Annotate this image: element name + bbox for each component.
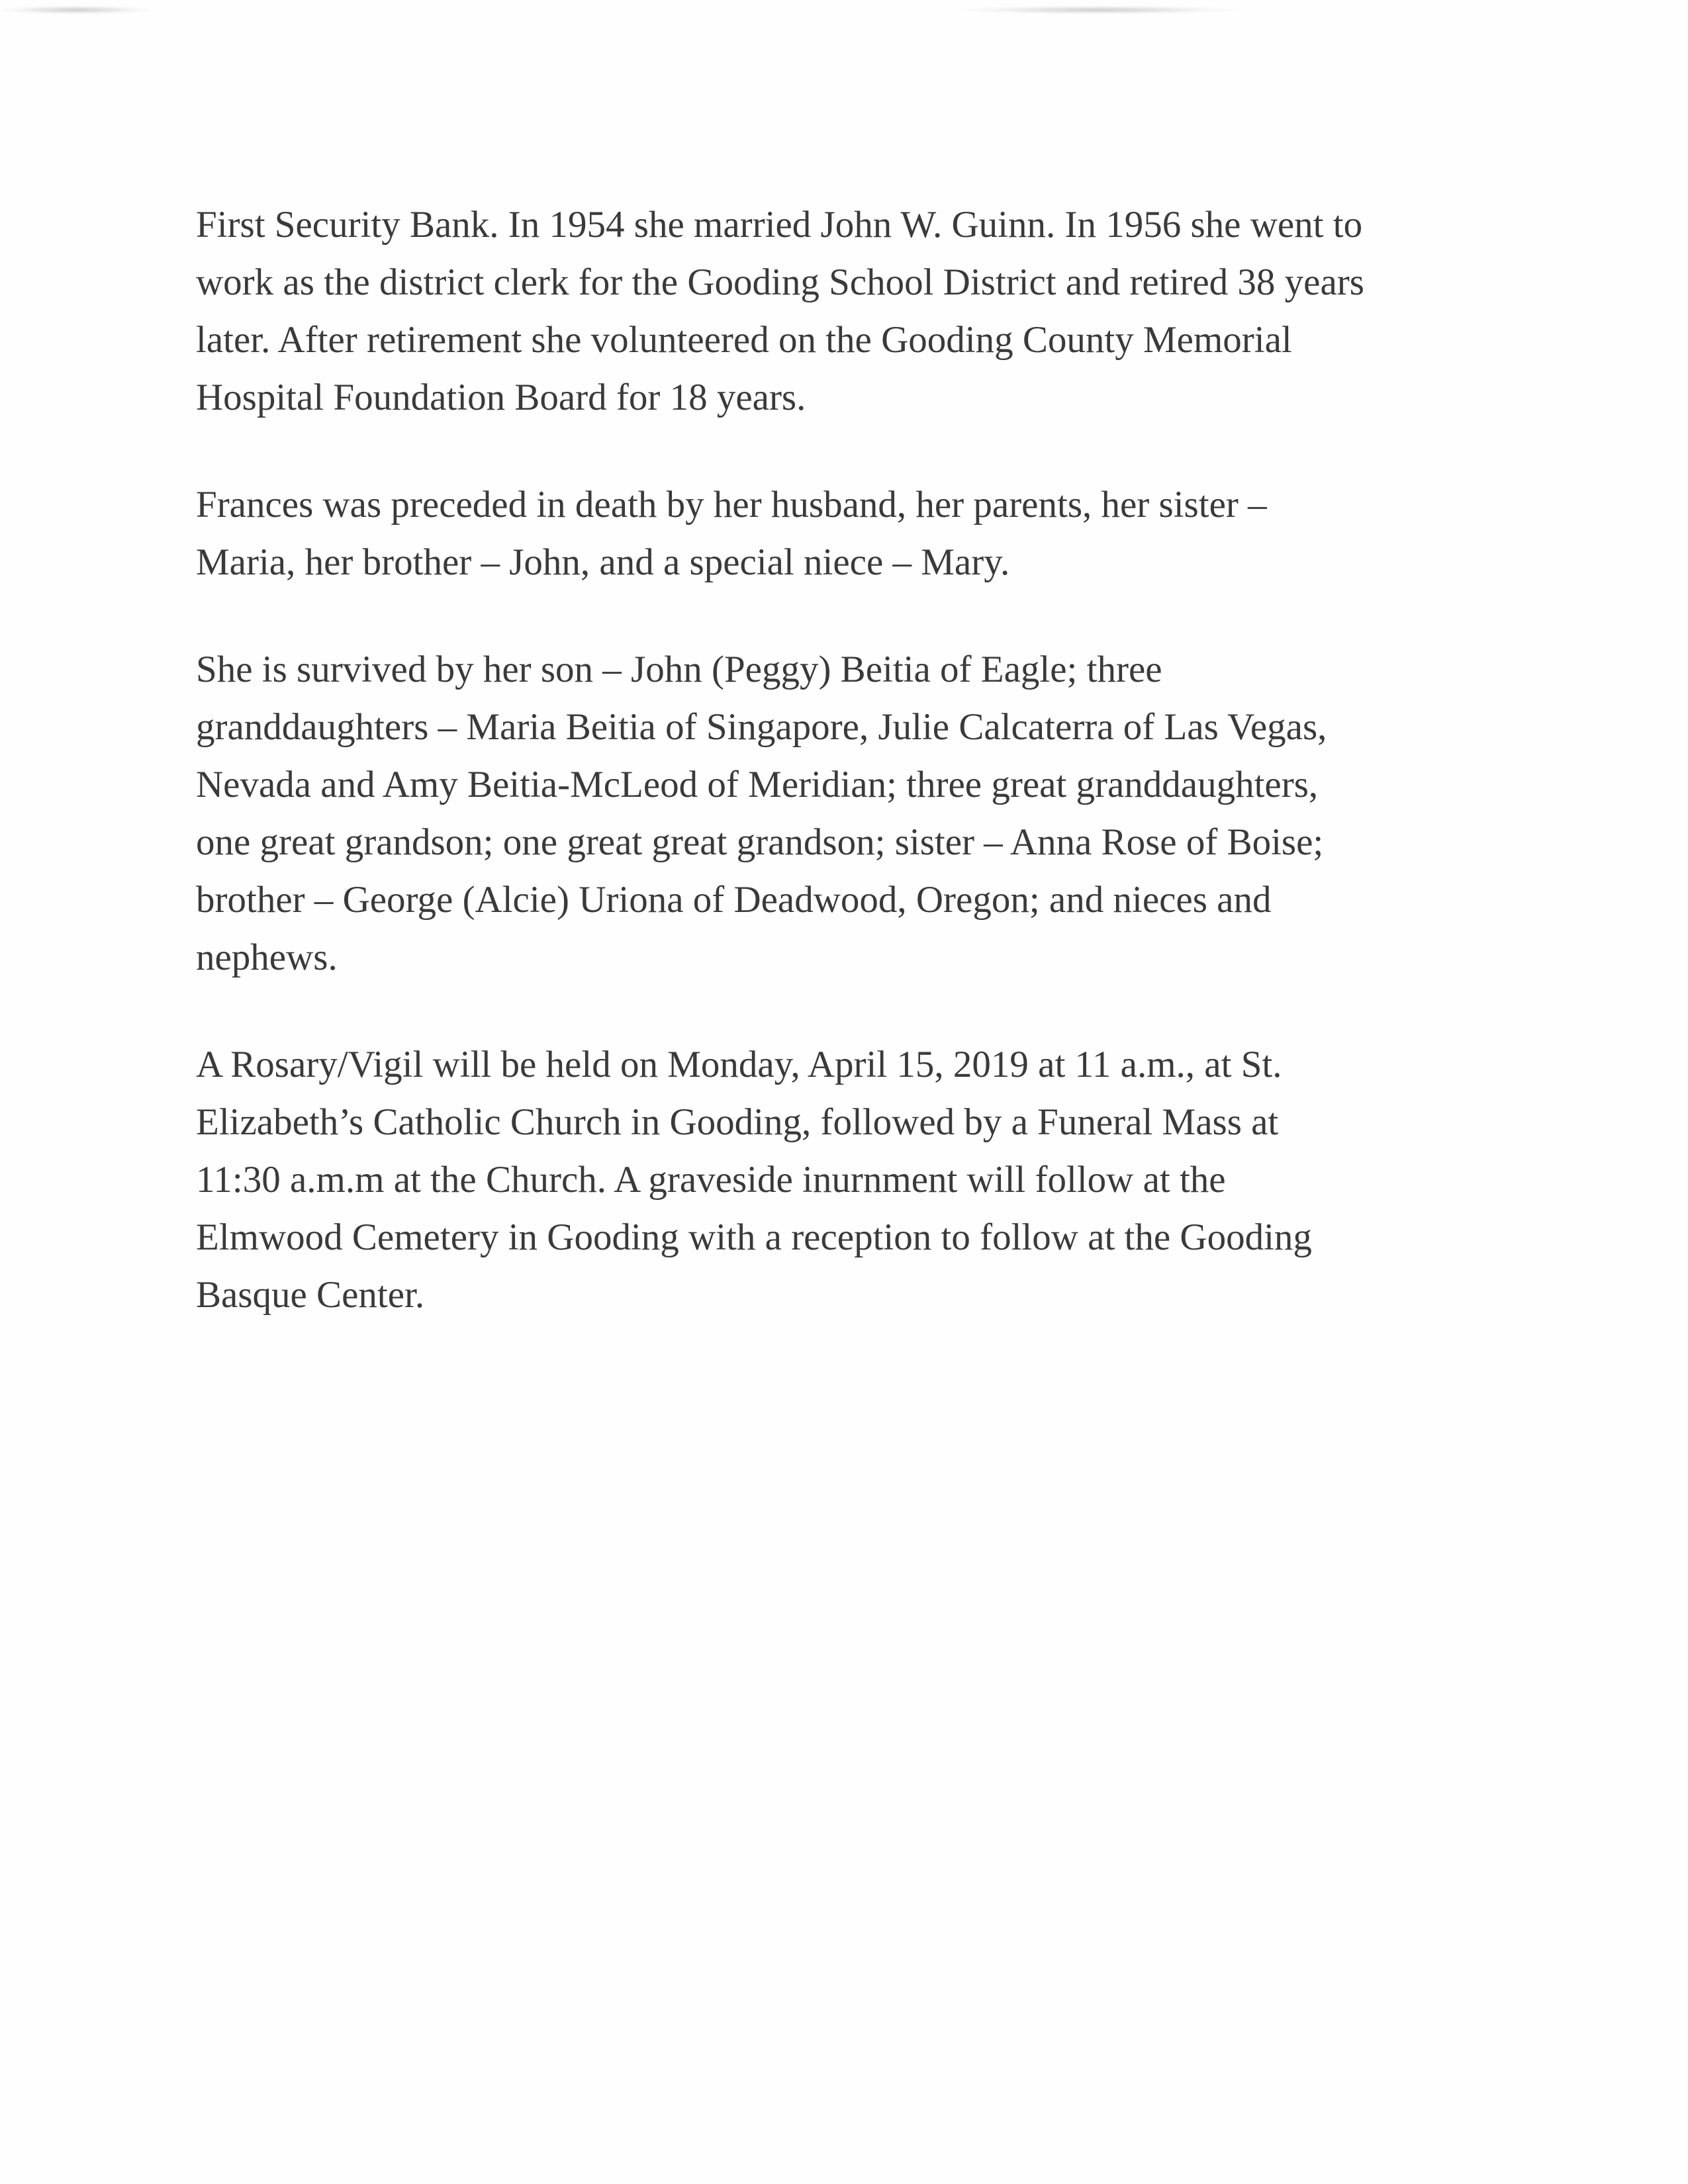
text-line: granddaughters – Maria Beitia of Singapore, Julie Calcaterra of Las Vegas,	[196, 706, 1327, 748]
text-line: later. After retirement she volunteered on the Gooding County Memorial	[196, 319, 1292, 361]
text-line: Hospital Foundation Board for 18 years.	[196, 377, 806, 418]
text-line: Basque Center.	[196, 1274, 425, 1316]
text-line: work as the district clerk for the Gooding School District and retired 38 years	[196, 261, 1364, 303]
text-line: 11:30 a.m.m at the Church. A graveside inurnment will follow at the	[196, 1159, 1226, 1201]
paragraph-survivors	[196, 641, 1493, 986]
text-line: She is survived by her son – John (Peggy) Beitia of Eagle; three	[196, 649, 1162, 690]
text-line: brother – George (Alcie) Uriona of Deadwood, Oregon; and nieces and	[196, 879, 1272, 921]
text-line: Elmwood Cemetery in Gooding with a reception to follow at the Gooding	[196, 1216, 1312, 1258]
bleed-through-text	[199, 1377, 1489, 1575]
paragraph-career	[196, 196, 1493, 426]
text-line: nephews.	[196, 936, 338, 978]
text-line: Maria, her brother – John, and a special niece – Mary.	[196, 541, 1010, 583]
text-line: Frances was preceded in death by her husband, her parents, her sister –	[196, 484, 1267, 525]
text-line: A Rosary/Vigil will be held on Monday, April 15, 2019 at 11 a.m., at St.	[196, 1044, 1282, 1085]
text-line: Elizabeth’s Catholic Church in Gooding, followed by a Funeral Mass at	[196, 1101, 1279, 1143]
paragraph-preceded-in-death	[196, 476, 1493, 591]
text-line: one great grandson; one great great grandson; sister – Anna Rose of Boise;	[196, 821, 1324, 863]
obituary-body	[196, 196, 1493, 1373]
text-line: First Security Bank. In 1954 she married John W. Guinn. In 1956 she went to	[196, 204, 1363, 246]
scan-edge-shadow	[0, 5, 152, 15]
paragraph-services	[196, 1036, 1493, 1324]
scan-edge-shadow	[960, 5, 1238, 15]
text-line: Nevada and Amy Beitia-McLeod of Meridian; three great granddaughters,	[196, 764, 1319, 805]
